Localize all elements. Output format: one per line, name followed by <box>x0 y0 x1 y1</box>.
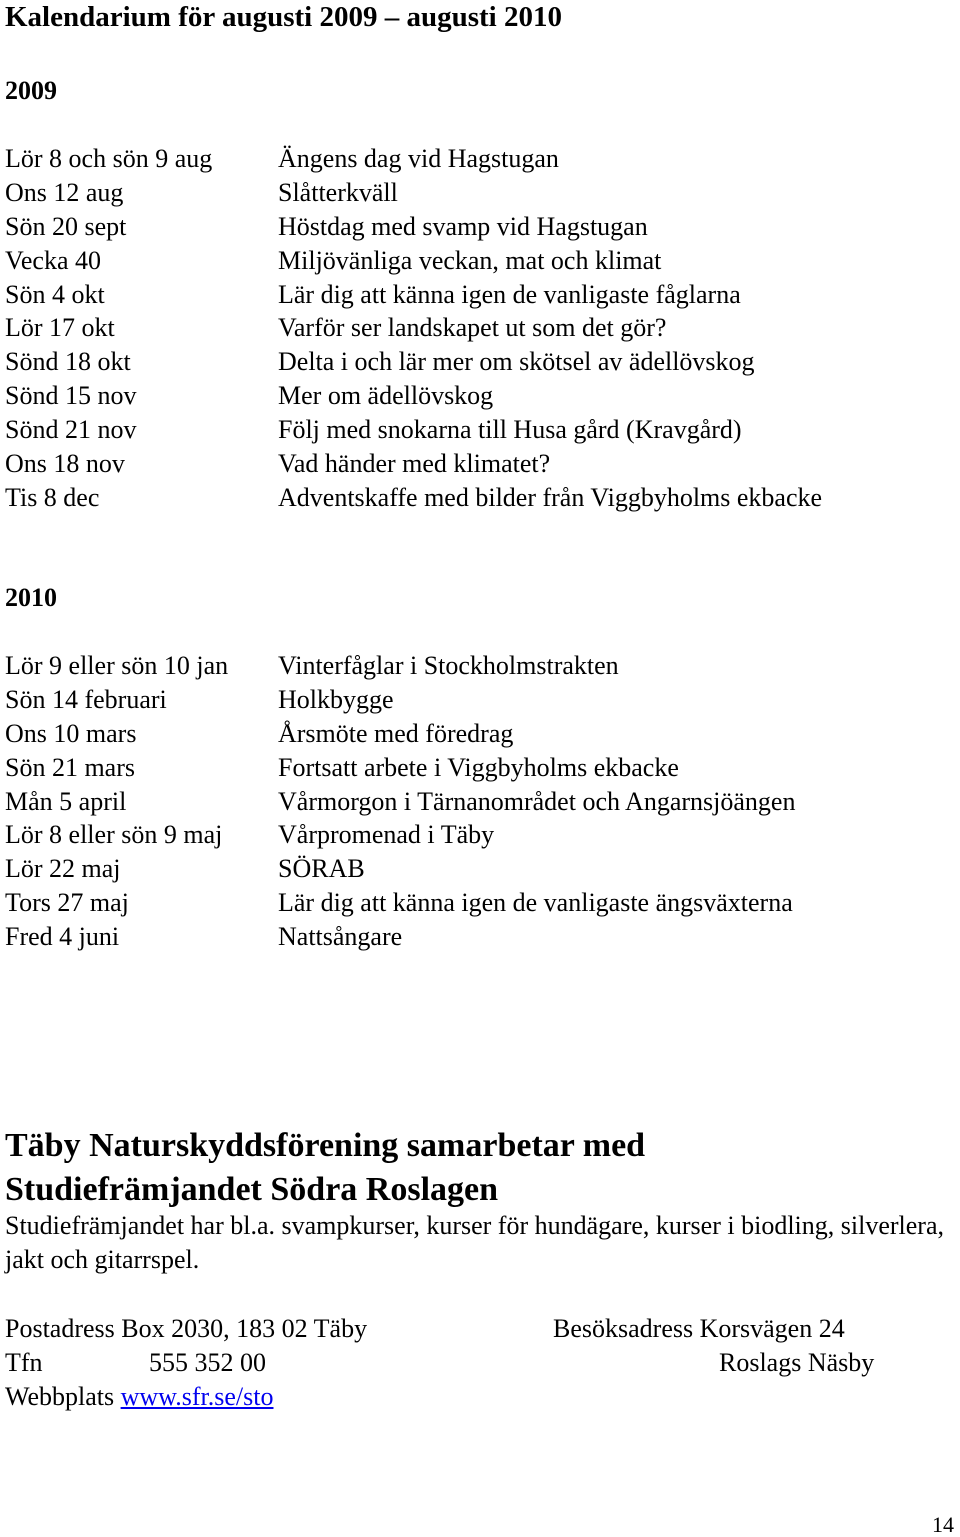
table-row <box>5 481 955 515</box>
event-title: Mer om ädellövskog <box>278 381 494 411</box>
table-row <box>5 379 955 413</box>
web-label: Webbplats <box>5 1382 115 1411</box>
event-title: Vad händer med klimatet? <box>278 449 551 479</box>
table-row <box>5 818 955 852</box>
table-row <box>5 886 955 920</box>
event-date: Sön 14 februari <box>5 684 167 714</box>
event-date: Sön 21 mars <box>5 752 135 782</box>
cooperation-text: Studiefrämjandet har bl.a. svampkurser, kurser för hundägare, kurser i biodling, silverlera, jakt och gitarrspel. <box>5 1211 944 1274</box>
event-date: Sönd 21 nov <box>5 415 137 445</box>
table-row <box>5 683 955 717</box>
table-row <box>5 413 955 447</box>
event-title: Fortsatt arbete i Viggbyholms ekbacke <box>278 752 679 782</box>
page-number: 14 <box>932 1512 954 1537</box>
visit-address <box>553 1312 845 1346</box>
table-row <box>5 345 955 379</box>
event-date: Tis 8 dec <box>5 482 100 512</box>
event-title: Vinterfåglar i Stockholmstrakten <box>278 651 619 680</box>
event-title: Följ med snokarna till Husa gård (Kravgård) <box>278 415 742 445</box>
event-title: Nattsångare <box>278 922 403 952</box>
event-date: Tors 27 maj <box>5 888 129 918</box>
table-row <box>5 210 955 244</box>
event-title: Miljövänliga veckan, mat och klimat <box>278 245 662 275</box>
event-date: Lör 8 och sön 9 aug <box>5 144 213 173</box>
website <box>5 1380 273 1414</box>
visit-city: Roslags Näsby <box>719 1348 875 1377</box>
table-row <box>5 142 955 176</box>
table-row <box>5 244 955 278</box>
event-title: Vårpromenad i Täby <box>278 820 495 850</box>
phone-number: 555 352 00 <box>149 1348 266 1377</box>
event-list-2009 <box>5 142 955 515</box>
table-row <box>5 447 955 481</box>
cooperation-heading <box>5 1124 645 1212</box>
cooperation-heading-line2: Studiefrämjandet Södra Roslagen <box>5 1171 499 1208</box>
table-row <box>5 649 955 683</box>
event-date: Sön 20 sept <box>5 211 127 241</box>
event-title: Höstdag med svamp vid Hagstugan <box>278 211 648 241</box>
event-title: Vårmorgon i Tärnanområdet och Angarnsjöängen <box>278 786 796 816</box>
postal-address <box>5 1312 367 1346</box>
event-date: Mån 5 april <box>5 786 127 816</box>
event-title: Lär dig att känna igen de vanligaste ängsväxterna <box>278 888 793 918</box>
table-row <box>5 176 955 210</box>
event-date: Sön 4 okt <box>5 279 105 309</box>
phone-label: Tfn <box>5 1348 43 1377</box>
event-date: Vecka 40 <box>5 245 102 275</box>
website-link[interactable]: www.sfr.se/sto <box>120 1382 274 1411</box>
table-row <box>5 852 955 886</box>
event-date: Lör 17 okt <box>5 313 115 343</box>
cooperation-heading-line1: Täby Naturskyddsförening samarbetar med <box>5 1127 646 1164</box>
visit-label: Besöksadress <box>553 1314 694 1343</box>
postal-label: Postadress <box>5 1314 115 1343</box>
table-row <box>5 785 955 819</box>
event-title: Slåtterkväll <box>278 177 398 207</box>
visit-value: Korsvägen 24 <box>699 1314 845 1343</box>
event-title: Adventskaffe med bilder från Viggbyholms ekbacke <box>278 482 823 512</box>
year-heading-2009: 2009 <box>5 76 57 105</box>
year-heading-2010: 2010 <box>5 583 57 612</box>
event-title: Lär dig att känna igen de vanligaste fåglarna <box>278 279 741 309</box>
event-date: Lör 9 eller sön 10 jan <box>5 651 229 680</box>
event-date: Lör 22 maj <box>5 854 121 884</box>
event-title: SÖRAB <box>278 854 365 884</box>
event-date: Sönd 15 nov <box>5 381 137 411</box>
event-date: Ons 12 aug <box>5 177 124 207</box>
table-row <box>5 311 955 345</box>
page-title: Kalendarium för augusti 2009 – augusti 2010 <box>5 1 562 33</box>
event-date: Lör 8 eller sön 9 maj <box>5 820 223 850</box>
event-title: Årsmöte med föredrag <box>278 718 514 748</box>
table-row <box>5 920 955 954</box>
event-list-2010 <box>5 649 955 954</box>
event-date: Fred 4 juni <box>5 922 120 952</box>
table-row <box>5 717 955 751</box>
event-title: Ängens dag vid Hagstugan <box>278 144 559 173</box>
event-title: Varför ser landskapet ut som det gör? <box>278 313 667 343</box>
event-date: Ons 10 mars <box>5 718 137 748</box>
event-title: Holkbygge <box>278 684 394 714</box>
event-title: Delta i och lär mer om skötsel av ädellövskog <box>278 347 755 377</box>
postal-value: Box 2030, 183 02 Täby <box>121 1314 368 1343</box>
event-date: Sönd 18 okt <box>5 347 131 377</box>
table-row <box>5 751 955 785</box>
event-date: Ons 18 nov <box>5 449 125 479</box>
table-row <box>5 278 955 312</box>
